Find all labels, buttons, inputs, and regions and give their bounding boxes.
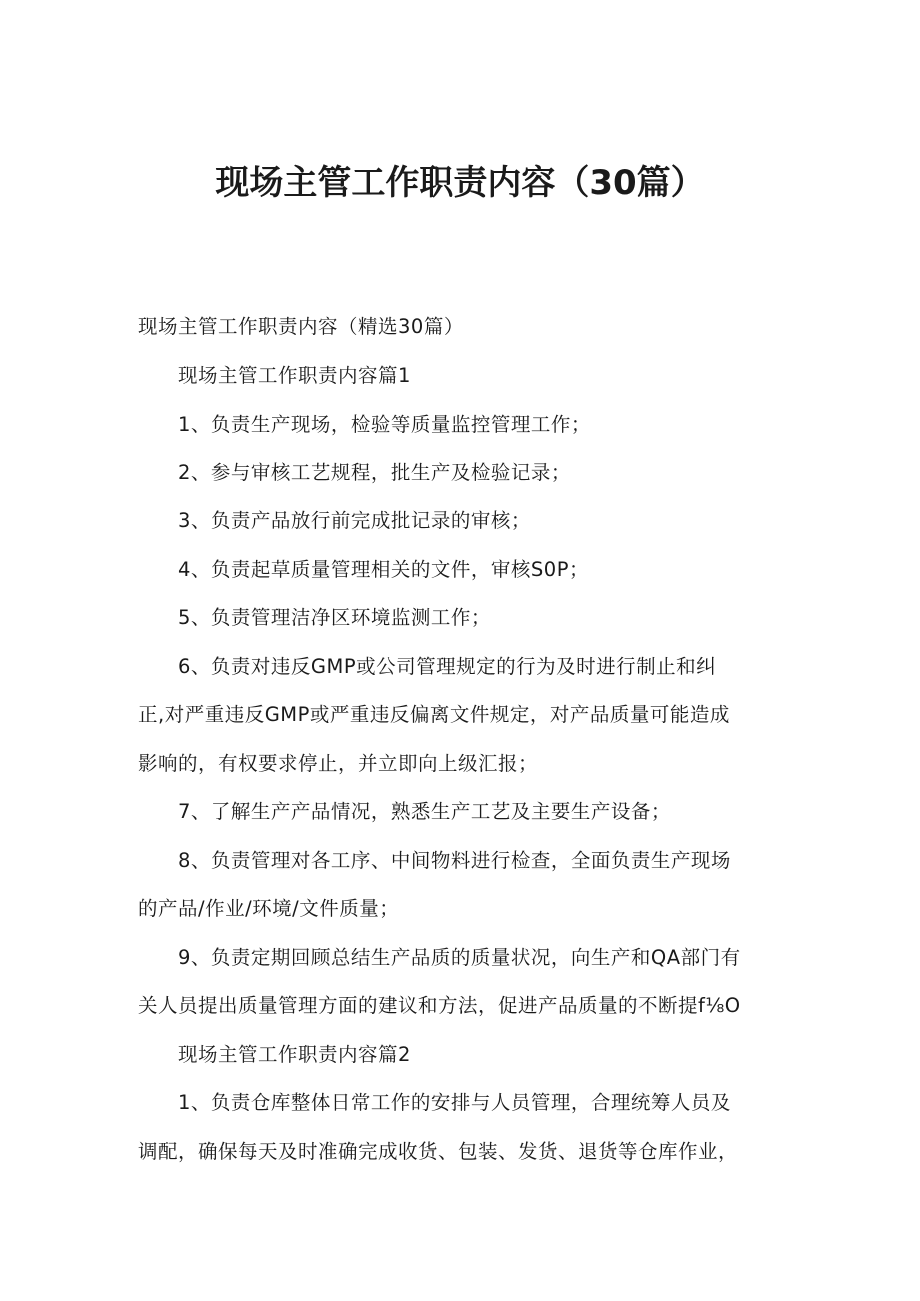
list-item: 7、了解生产产品情况，熟悉生产工艺及主要生产设备； bbox=[178, 800, 671, 823]
list-item: 3、负责产品放行前完成批记录的审核； bbox=[178, 509, 531, 532]
list-item-continuation: 正,对严重违反GMP或严重违反偏离文件规定，对产品质量可能造成 bbox=[138, 703, 730, 726]
list-item-continuation: 关人员提出质量管理方面的建议和方法，促进产品质量的不断提f⅛O bbox=[138, 994, 741, 1017]
list-item: 9、负责定期回顾总结生产品质的质量状况，向生产和QA部门有 bbox=[178, 946, 741, 969]
list-item: 1、负责生产现场，检验等质量监控管理工作； bbox=[178, 413, 591, 436]
section-heading-2: 现场主管工作职责内容篇2 bbox=[178, 1043, 411, 1066]
list-item: 5、负责管理洁净区环境监测工作； bbox=[178, 606, 491, 629]
list-item-continuation: 调配，确保每天及时准确完成收货、包装、发货、退货等仓库作业， bbox=[138, 1140, 739, 1163]
list-item-continuation: 影响的，有权要求停止，并立即向上级汇报； bbox=[138, 752, 539, 775]
list-item: 1、负责仓库整体日常工作的安排与人员管理，合理统筹人员及 bbox=[178, 1091, 731, 1114]
list-item-continuation: 的产品/作业/环境/文件质量； bbox=[138, 897, 400, 920]
list-item: 2、参与审核工艺规程，批生产及检验记录； bbox=[178, 461, 571, 484]
list-item: 4、负责起草质量管理相关的文件，审核S0P； bbox=[178, 558, 589, 581]
list-item: 8、负责管理对各工序、中间物料进行检查，全面负责生产现场 bbox=[178, 849, 731, 872]
list-item: 6、负责对违反GMP或公司管理规定的行为及时进行制止和纠 bbox=[178, 655, 717, 678]
document-title: 现场主管工作职责内容（30篇） bbox=[215, 163, 705, 203]
section-heading-1: 现场主管工作职责内容篇1 bbox=[178, 364, 411, 387]
document-subtitle: 现场主管工作职责内容（精选30篇） bbox=[138, 315, 464, 338]
